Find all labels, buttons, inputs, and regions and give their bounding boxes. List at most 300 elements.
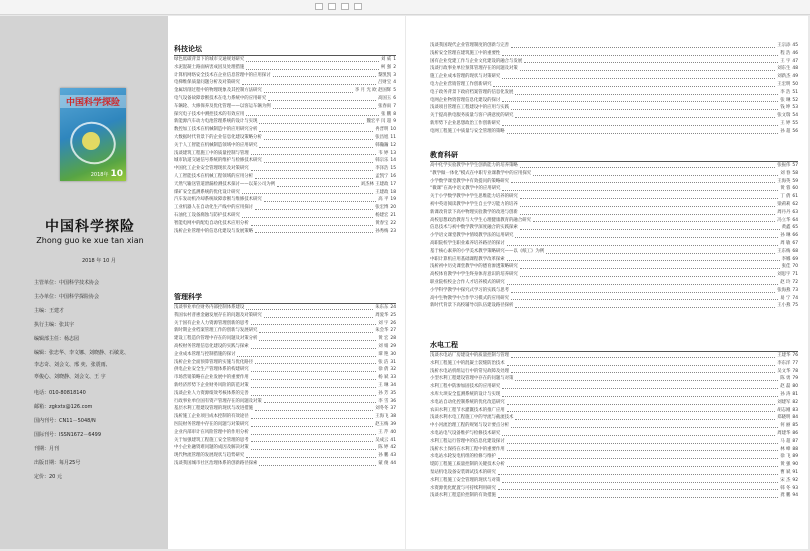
toc-leader-dots [259,131,373,132]
toc-entry-page: 38 [390,414,396,420]
toc-entry-title: 人工智能技术在机械工程领域的应用分析 [174,173,254,179]
toc-entry[interactable] [430,287,798,295]
toc-entry-author: 刘东生 [777,66,791,72]
toc-entry[interactable] [174,382,396,390]
toc-entry[interactable] [174,398,396,406]
toc-entry-page: 8 [393,111,396,117]
toc-leader-dots [502,101,778,102]
toc-entry-title: 浅谈事业单位财务内部控制体系建设 [174,305,245,310]
toc-entry[interactable] [430,453,798,461]
toc-entry[interactable] [430,279,798,287]
toc-entry[interactable] [174,327,396,335]
toc-entry[interactable] [174,64,396,72]
toc-entry[interactable] [174,72,396,80]
toc-entry[interactable] [430,58,798,66]
toc-entry[interactable] [174,165,396,173]
toc-entry[interactable] [430,120,798,128]
toc-leader-dots [524,62,778,63]
toc-entry[interactable] [430,232,798,240]
right-page [406,16,808,549]
toc-leader-dots [515,237,778,238]
toc-entry[interactable] [430,438,798,446]
toc-leader-dots [511,292,775,293]
toc-entry-author: 易 宁 [780,295,791,301]
toc-leader-dots [515,307,775,308]
toc-entry-page: 29 [390,343,396,349]
viewer-toolbar [0,0,810,15]
toc-entry-page: 2 [393,64,396,70]
toc-entry[interactable] [430,178,798,186]
toc-entry[interactable] [430,81,798,89]
toc-entry-author: 刘 威 [381,57,392,62]
toc-entry[interactable] [430,469,798,477]
toc-entry-author: 杨建宏 [375,212,389,218]
toc-entry-page: 80 [792,384,798,390]
toc-leader-dots [515,117,775,118]
toc-leader-dots [533,221,775,222]
toc-entry[interactable] [174,444,396,452]
toc-entry-author: 刘 娟 [378,343,389,349]
toc-entry[interactable] [430,224,798,232]
toc-entry-title: 大数据时代背景下的企业信息化建设策略分析 [174,134,262,140]
toc-leader-dots [520,229,780,230]
toc-entry-title: 农田水利工程节水灌溉技术的推广应用 [430,407,505,413]
toc-entry-author: 陈 婷 [378,445,389,451]
toc-entry-page: 19 [390,197,396,203]
toc-entry[interactable] [430,42,798,50]
toc-entry[interactable] [430,360,798,368]
toc-entry-page: 51 [792,89,798,95]
toc-entry-title: 中小企业融资难问题的成因及解决对策 [174,445,249,451]
toc-entry-author: 刘杰林 王建政 [360,181,389,187]
toc-entry-title: 高校财务管理信息化建设的实践与探索 [174,343,249,349]
toc-leader-dots [498,489,778,490]
section-title-s2: 管理科学 [174,292,396,304]
toc-entry[interactable] [430,50,798,58]
toc-leader-dots [507,450,779,451]
masthead-info-line: 邮箱：zgkxtx@126.com [34,404,93,410]
toc-leader-dots [255,363,376,364]
toc-leader-dots [511,427,778,428]
toc-leader-dots [520,214,775,215]
toc-leader-dots [259,340,376,341]
toc-entry-author: 吴文华 [777,368,791,374]
toc-entry-page: 68 [792,248,798,254]
toc-entry-page: 61 [792,194,798,200]
toc-entry-title: 新形势下企业思想政治工作创新研究 [430,120,501,126]
toc-entry[interactable] [174,111,396,119]
toc-entry-author: 冉晋明 [375,127,389,133]
toc-entry[interactable] [430,271,798,279]
toc-entry[interactable] [430,375,798,383]
toc-entry[interactable] [430,407,798,415]
zoom-icon[interactable] [328,3,336,10]
toc-entry-title: 工业机器人在自动化生产线中的应用探讨 [174,205,254,211]
toc-entry-title: 高中化学实验教学中学生创新能力的培养策略 [430,163,518,168]
toc-entry[interactable] [174,134,396,142]
toc-entry[interactable] [174,304,396,312]
toc-entry-author: 王宏明 [777,81,791,87]
toc-list-s5 [430,352,798,500]
toc-leader-dots [520,70,775,71]
toc-entry[interactable] [430,185,798,193]
toc-entry[interactable] [430,89,798,97]
toc-entry-author: 黄 宏 [378,336,389,342]
toc-entry-title: 初中英语阅读教学中学生自主学习能力的培养 [430,201,518,207]
toc-leader-dots [259,123,364,124]
magazine-name-cn: 中国科学探险 [45,219,135,235]
toc-entry[interactable] [430,414,798,422]
toc-entry-title: 浅析初中历史课堂教学中的德育渗透策略研究 [430,264,518,270]
toc-entry-author: 程 浩 [780,50,791,56]
section-title-s1: 科技论坛 [174,44,396,56]
masthead-info-line: 李志奇、刘会文、邢 奕、张震雨、 [34,362,111,368]
toc-entry[interactable] [174,142,396,150]
toc-entry-title: 中小河流治理工程的规划与设计要点分析 [430,423,510,429]
toc-entry[interactable] [174,173,396,181]
toc-entry[interactable] [174,335,396,343]
toc-entry[interactable] [174,228,396,236]
toc-entry[interactable] [430,446,798,454]
toc-entry-title: 水电站水轮发电机组的检修与维护 [430,454,496,460]
toc-entry-title: 关于加强建筑工程施工安全管理的思考 [174,437,249,443]
toc-entry-title: 堤防工程施工质量控制的关键技术分析 [430,462,505,468]
toc-leader-dots [251,387,377,388]
toc-entry-page: 67 [792,240,798,246]
toc-entry[interactable] [174,312,396,320]
toc-entry[interactable] [174,150,396,158]
cover-issue [91,169,123,179]
toc-entry-title: 浅析水土保持在水利工程中的重要作用 [430,446,505,452]
toc-entry[interactable] [430,461,798,469]
toc-entry-author: 王宗添 [777,43,791,48]
toc-entry-author: 韩瀚瀚 [375,142,389,148]
toc-entry-author: 黎凯凯 [378,72,392,78]
toc-entry[interactable] [430,128,798,136]
toc-entry[interactable] [430,302,798,310]
toc-entry-author: 吕财宝 [378,80,392,86]
toc-entry-title: 供电企业安全生产管理体系的构建研究 [174,367,249,373]
toc-entry-page: 13 [390,150,396,156]
toc-entry-page: 16 [390,173,396,179]
toc-entry-page: 46 [792,50,798,56]
toc-entry[interactable] [174,413,396,421]
masthead-info-line: 国际刊号：ISSN1672－6499 [34,432,102,438]
toc-entry-title: 基于核心素养的小学美术教学策略研究——以《纸工》为例 [430,248,545,254]
toc-entry[interactable] [430,112,798,120]
masthead-info-line: 编辑：张忠华、李文娜、刘晓静、石敏龙、 [34,350,130,356]
toc-entry-title: 水利工程施工安全管理的现状与对策 [430,477,501,483]
toc-entry-page: 57 [792,163,798,168]
toc-entry[interactable] [174,320,396,328]
toc-entry[interactable] [430,65,798,73]
toc-entry[interactable] [430,485,798,493]
toc-entry[interactable] [174,390,396,398]
toc-entry[interactable] [430,263,798,271]
toc-entry[interactable] [174,212,396,220]
toc-entry-title: 关于小学数学教学中学生思维能力培养的研究 [430,194,518,200]
toc-leader-dots [251,170,374,171]
toc-entry[interactable] [430,391,798,399]
toc-entry[interactable] [174,405,396,413]
toc-entry[interactable] [174,79,396,87]
toc-entry-page: 40 [390,429,396,435]
toc-entry-page: 66 [792,233,798,239]
toc-entry-title: 行政事业单位国有资产管理存在的问题及对策 [174,398,262,404]
toc-entry-title: 小学语文课堂教学中情境教学法的运用研究 [430,233,514,239]
toc-entry-title: 小学数学课堂教学中有效提问的策略研究 [430,178,510,184]
toc-entry[interactable] [430,104,798,112]
toc-leader-dots [511,47,775,48]
toc-entry-title: 关于国有企业人力资源管理创新的思考 [174,320,249,326]
toc-entry-page: 93 [792,485,798,491]
toc-entry-title: 企业内部审计在风险管理中的作用分析 [174,429,249,435]
toc-entry[interactable] [174,103,396,111]
toc-entry-author: 张佳 [781,264,791,270]
toc-entry-author: 孙 超 [780,128,791,134]
toc-entry-author: 王小燕 [777,303,791,309]
search-icon[interactable] [354,3,362,10]
cover-issue-number: 10 [110,169,123,179]
toc-entry[interactable] [430,248,798,256]
toc-list-s1 [174,56,396,235]
toc-entry-title: 浅谈水电站厂房建设中的质量控制与管理 [430,353,510,358]
toc-entry-page: 21 [390,212,396,218]
toc-entry-page: 7 [393,103,396,109]
left-page [0,16,405,549]
toc-entry[interactable] [174,429,396,437]
toc-entry-author: 周丹丹 [777,209,791,215]
toc-entry-author: 韦 婷 [378,150,389,156]
toc-entry-page: 54 [792,113,798,119]
toc-entry[interactable] [430,193,798,201]
toc-entry-author: 马 超 [780,438,791,444]
toc-entry[interactable] [174,181,396,189]
masthead-info-line: 主管单位：中国科学技术协会 [34,280,100,286]
toc-entry-page: 52 [792,97,798,103]
toc-entry-page: 78 [792,368,798,374]
toc-entry-page: 62 [792,201,798,207]
toc-entry[interactable] [430,162,798,170]
toc-entry-author: 张昌旭 [375,134,389,140]
toc-entry-title: 浅谈建筑工程施工中的质量控制与管理 [174,150,249,156]
toc-entry-title: 浅谈水利水电工程施工中的导流与截流技术 [430,415,514,421]
masthead-info-line: 执行主编：张其宇 [34,322,75,328]
toc-leader-dots [502,482,778,483]
toc-entry-author: 周 敏 [780,240,791,246]
toc-entry[interactable] [430,240,798,248]
toc-entry-title: 泵站机电设备安装调试技术的研究 [430,469,496,475]
toc-entry-title: 石油化工设备腐蚀与防护技术研究 [174,212,240,218]
toc-entry-title: 小型水利工程建设管理中存在的问题与对策 [430,376,514,382]
toc-entry-title: 新课改背景下高中物理实验教学的改进与创新 [430,209,518,215]
toc-entry[interactable] [174,452,396,460]
toc-entry[interactable] [174,460,396,468]
toc-entry-page: 25 [390,312,396,318]
toc-leader-dots [515,380,778,381]
toc-entry-author: 李 月 光 欧 赵国辉 [354,88,392,94]
toc-entry-page: 22 [390,220,396,226]
toc-entry-title: 浅析水电站机组运行中的常见故障及处理 [430,368,510,374]
toc-entry[interactable] [174,343,396,351]
toc-entry-title: 职业院校校企合作人才培养模式的研究 [430,279,505,285]
toc-entry-author: 孙 鹏 [378,453,389,459]
toc-leader-dots [273,76,376,77]
toc-entry[interactable] [430,256,798,264]
toc-entry-author: 徐 倩 [378,367,389,373]
page-view-icon[interactable] [315,3,323,10]
toc-entry[interactable] [430,399,798,407]
toc-entry[interactable] [430,383,798,391]
toc-entry[interactable] [430,352,798,360]
toc-entry[interactable] [430,170,798,178]
toc-entry-page: 72 [792,279,798,285]
toc-entry-page: 42 [390,445,396,451]
toc-entry-page: 34 [390,382,396,388]
toc-entry[interactable] [174,95,396,103]
toc-entry-author: 李泽浩 [375,166,389,172]
toc-entry-page: 49 [792,74,798,80]
toc-entry-title: “微课”在高中语文教学中的应用研究 [430,186,501,192]
toc-entry[interactable] [430,368,798,376]
toc-leader-dots [520,167,775,168]
toc-entry[interactable] [174,204,396,212]
toc-entry-title: 智能电网中的配电自动化技术应用分析 [174,220,249,226]
toc-entry-author: 王海飞 [375,414,389,420]
toc-entry-author: 宋 杰 [780,477,791,483]
toc-leader-dots [507,260,780,261]
toc-leader-dots [242,193,373,194]
section-title-s5: 水电工程 [430,340,798,352]
toc-entry[interactable] [174,87,396,95]
toc-leader-dots [251,441,374,442]
toc-entry-page: 53 [792,105,798,111]
toc-leader-dots [507,133,779,134]
toc-entry-title: 煤矿安全监测系统的优化设计研究 [174,189,240,195]
toc-entry-page: 6 [393,95,396,101]
toc-entry-title: 水利工程中防渗加固技术的应用研究 [430,384,501,390]
toc-entry-page: 58 [792,170,798,176]
toc-entry-author: 张宏博 [375,205,389,211]
toc-entry[interactable] [430,73,798,81]
toc-entry-title: 关于提高供电服务质量与客户满意度的研究 [430,113,514,119]
toc-entry-page: 60 [792,186,798,192]
toc-entry[interactable] [174,56,396,64]
toc-leader-dots [502,435,775,436]
toc-entry[interactable] [430,430,798,438]
toc-entry[interactable] [430,492,798,500]
toc-leader-dots [502,396,778,397]
toc-entry-author: 丁 倩 [780,194,791,200]
toc-entry-title: 施工企业成本管理的现状与对策研究 [430,74,501,80]
toc-entry[interactable] [174,351,396,359]
toc-leader-dots [520,268,780,269]
toc-entry-page: 30 [390,351,396,357]
toc-entry-author: 张春雨 [378,103,392,109]
toc-entry[interactable] [174,359,396,367]
toc-entry-title: 计算机网络安全技术在企业信息管理中的应用探讨 [174,72,271,78]
toc-entry-author: 杨 斌 [378,375,389,381]
toc-leader-dots [251,434,377,435]
toc-entry-author: 黄 蓉 [780,186,791,192]
toc-entry-title: 水资源优化配置与可持续利用研究 [430,485,496,491]
toc-list-s3 [430,42,798,136]
toc-leader-dots [502,55,778,56]
toc-entry-author: 王建华 [777,353,791,358]
toc-entry-author: 刘思宇 [777,272,791,278]
toc-entry[interactable] [430,209,798,217]
toc-entry[interactable] [174,157,396,165]
toc-entry-page: 11 [390,134,396,140]
toc-entry-author: 吴成云 [375,437,389,443]
toc-entry-title: 浅谈项目管理在工程建设中的应用与实践 [430,105,510,111]
toc-entry[interactable] [174,189,396,197]
toc-entry-title: 高中生物教学中合作学习模式的应用研究 [430,295,510,301]
toc-entry-author: 李娜 [781,256,791,262]
toc-entry-author: 黄鑫 [781,225,791,231]
toc-entry-title: “教学做一体化”模式在中职专业课教学中的应用探究 [430,170,532,176]
toc-entry-title: 小学科学教学中探究式学习的实践与思考 [430,287,510,293]
toc-entry-author: 张文瑞 [777,113,791,119]
toc-entry-title: 天然气输送管道泄漏检测技术探讨——以某公司为例 [174,181,275,187]
toc-entry-title: 浅析施工企业项目成本控制的有效途径 [174,414,249,420]
toc-entry-page: 65 [792,225,798,231]
toc-entry-page: 70 [792,264,798,270]
toc-leader-dots [255,410,373,411]
toc-entry-page: 35 [390,390,396,396]
toc-entry-author: 张 琳 [780,97,791,103]
toc-entry[interactable] [430,422,798,430]
toc-leader-dots [507,404,776,405]
toc-entry-author: 徐 飞 [780,454,791,460]
toc-entry[interactable] [174,437,396,445]
toc-entry-page: 32 [390,367,396,373]
toc-entry-title: 金属切削过程中的物理现象及其控制方法研究 [174,88,262,94]
toc-leader-dots [255,209,373,210]
toc-entry[interactable] [430,477,798,485]
toc-entry-title: 浅析企业全面预算管理的实施与优化路径 [174,359,254,365]
toc-entry[interactable] [174,374,396,382]
toc-entry[interactable] [430,295,798,303]
toc-entry-author: 孙 涛 [780,391,791,397]
toc-entry-page: 18 [390,189,396,195]
toc-entry[interactable] [174,421,396,429]
toc-entry[interactable] [174,220,396,228]
toc-entry[interactable] [174,366,396,374]
toc-entry[interactable] [430,217,798,225]
toc-entry[interactable] [174,126,396,134]
toc-list-s2 [174,304,396,468]
toc-entry[interactable] [174,118,396,126]
toc-entry-page: 71 [792,272,798,278]
toc-entry[interactable] [174,196,396,204]
toc-entry[interactable] [430,97,798,105]
toc-entry-author: 张 洁 [378,359,389,365]
toc-entry-page: 47 [792,58,798,64]
toc-entry[interactable] [430,201,798,209]
toc-leader-dots [502,78,775,79]
toc-entry-author: 张 鹏 [381,111,392,117]
toc-entry-title: 关于人工智能在机械制造领域中的应用研究 [174,142,258,148]
print-icon[interactable] [341,3,349,10]
toc-entry-title: 高职院校学生职业素养培养路径的探讨 [430,240,505,246]
toc-entry-author: 梁莉莉 [777,201,791,207]
toc-entry-title: 电网工程施工中质量与安全管理的策略 [430,128,505,134]
toc-entry-author: 孙 芳 [378,390,389,396]
toc-entry-page: 12 [390,142,396,148]
toc-entry-title: 水库大坝安全监测系统的设计与实现 [430,391,501,397]
toc-entry-page: 5 [393,88,396,94]
